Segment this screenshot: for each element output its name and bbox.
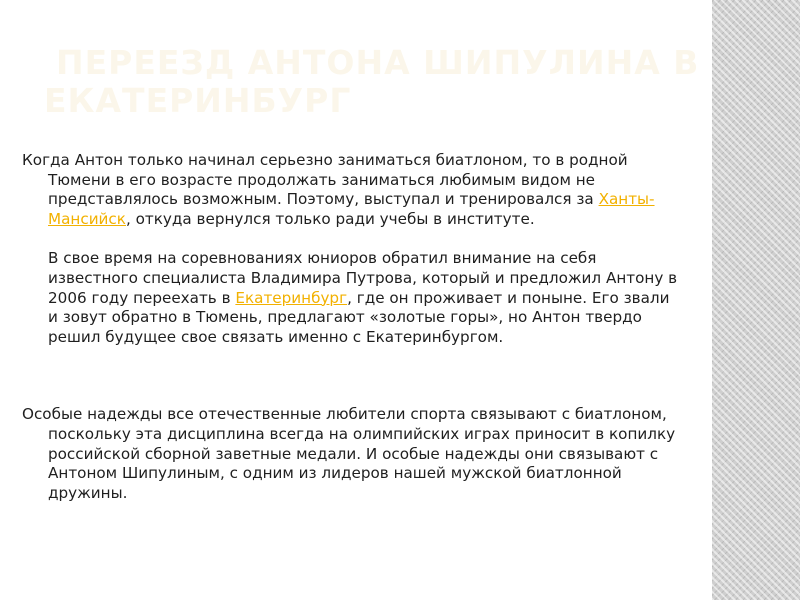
paragraph-1-text-before: Когда Антон только начинал серьезно заниматься биатлоном, то в родной Тюмени в его возрасте продолжать заниматься любимым видом не представлялось возможным. Поэтому, выступал и тренировался за bbox=[22, 151, 628, 209]
paragraph-1 bbox=[22, 151, 682, 229]
paragraph-2 bbox=[22, 249, 682, 347]
paragraph-1-text-after: , откуда вернулся только ради учебы в институте. bbox=[125, 209, 535, 228]
link-khanty-mansiysk[interactable]: Ханты-Мансийск bbox=[48, 190, 655, 228]
link-yekaterinburg[interactable]: Екатеринбург bbox=[235, 288, 348, 307]
paragraph-2-text-before: В свое время на соревнованиях юниоров обратил внимание на себя известного специалиста Владимира Путрова, который и предложил Антону в 2006 году переехать в bbox=[48, 249, 678, 307]
paragraph-spacer bbox=[22, 347, 682, 405]
paragraph-spacer bbox=[22, 229, 682, 249]
paragraph-2-text-after: , где он проживает и поныне. Его звали и зовут обратно в Тюмень, предлагают «золотые горы», но Антон твердо решил будущее свое связать именно с Екатеринбургом. bbox=[48, 288, 670, 346]
decorative-side-band bbox=[712, 0, 800, 600]
slide-title: ПЕРЕЕЗД АНТОНА ШИПУЛИНА В ЕКАТЕРИНБУРГ bbox=[44, 43, 700, 120]
paragraph-3: Особые надежды все отечественные любители спорта связывают с биатлоном, поскольку эта дисциплина всегда на олимпийских играх приносит в копилку российской сборной заветные медали. И особые надежды они связывают с Антоном Шипулиным, с одним из лидеров нашей мужской биатлонной дружины. bbox=[22, 405, 676, 502]
slide-body bbox=[22, 151, 682, 503]
